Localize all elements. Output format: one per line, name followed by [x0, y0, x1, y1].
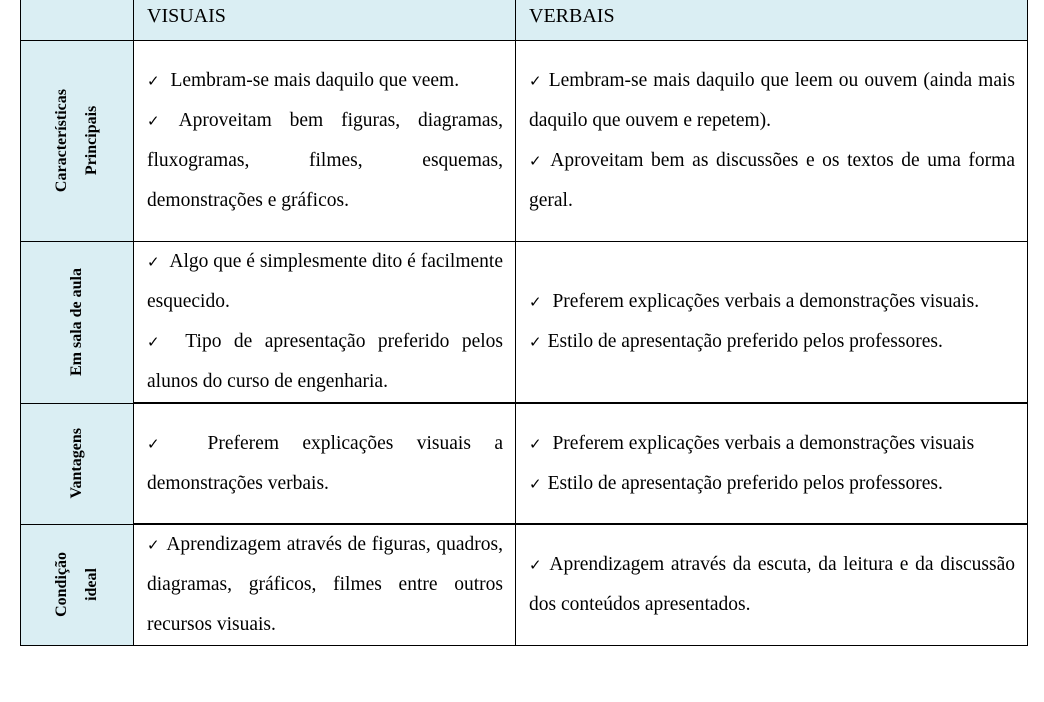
- visual-cell: [134, 403, 516, 524]
- comparison-table: [20, 0, 1028, 646]
- header-corner-cell: [21, 0, 134, 41]
- row-header-label: Condição ideal: [53, 552, 100, 618]
- checkmark-icon: ✓: [529, 474, 542, 493]
- row-header-condicao-ideal: [21, 524, 134, 646]
- list-item: ✓ Estilo de apresentação preferido pelos professores.: [529, 331, 943, 352]
- header-verbal-cell: [516, 0, 1028, 41]
- visual-cell: [134, 41, 516, 242]
- visual-cell: [134, 242, 516, 404]
- row-header-label: Em sala de aula: [68, 268, 85, 377]
- header-verbal-label: VERBAIS: [529, 5, 615, 27]
- row-header-caracteristicas: [21, 41, 134, 242]
- list-item: ✓ Aprendizagem através de figuras, quadros, diagramas, gráficos, filmes entre outros recursos visuais.: [147, 534, 503, 635]
- row-header-label: Características Principais: [53, 89, 100, 193]
- row-header-label: Vantagens: [68, 428, 85, 499]
- list-item: ✓ Lembram-se mais daquilo que leem ou ouvem (ainda mais daquilo que ouvem e repetem).: [529, 70, 1016, 131]
- checkmark-icon: ✓: [529, 556, 544, 574]
- list-item: ✓ Tipo de apresentação preferido pelos alunos do curso de engenharia.: [147, 331, 503, 392]
- table-row: [21, 403, 1028, 524]
- checkmark-icon: ✓: [147, 333, 168, 351]
- checkmark-icon: ✓: [147, 72, 160, 90]
- list-item: ✓ Preferem explicações verbais a demonstrações visuais: [529, 432, 975, 454]
- verbal-cell: [516, 41, 1028, 242]
- checkmark-icon: ✓: [147, 112, 173, 130]
- table-row: [21, 524, 1028, 646]
- header-visual-label: VISUAIS: [147, 5, 226, 27]
- checkmark-icon: ✓: [147, 434, 179, 453]
- checkmark-icon: ✓: [529, 72, 543, 90]
- checkmark-icon: ✓: [529, 152, 545, 170]
- verbal-cell: [516, 242, 1028, 404]
- visual-cell: [134, 524, 516, 646]
- list-item: ✓ Aproveitam bem as discussões e os textos de uma forma geral.: [529, 150, 1015, 211]
- list-item: ✓ Aprendizagem através da escuta, da leitura e da discussão dos conteúdos apresentados.: [529, 554, 1016, 615]
- row-header-vantagens: [21, 403, 134, 524]
- list-item: ✓ Preferem explicações verbais a demonstrações visuais.: [529, 291, 980, 312]
- table-row: [21, 41, 1028, 242]
- list-item: ✓ Algo que é simplesmente dito é facilmente esquecido.: [147, 251, 503, 312]
- checkmark-icon: ✓: [147, 253, 160, 271]
- header-visual-cell: [134, 0, 516, 41]
- header-row: [21, 0, 1028, 41]
- checkmark-icon: ✓: [529, 434, 542, 453]
- checkmark-icon: ✓: [529, 293, 542, 311]
- verbal-cell: [516, 403, 1028, 524]
- checkmark-icon: ✓: [529, 333, 542, 351]
- checkmark-icon: ✓: [147, 536, 161, 554]
- row-header-em-sala-de-aula: [21, 242, 134, 404]
- verbal-cell: [516, 524, 1028, 646]
- list-item: ✓ Estilo de apresentação preferido pelos professores.: [529, 472, 943, 494]
- list-item: ✓ Preferem explicações visuais a demonstrações verbais.: [147, 432, 503, 494]
- list-item: ✓ Aproveitam bem figuras, diagramas, fluxogramas, filmes, esquemas, demonstrações e gráficos.: [147, 110, 503, 211]
- list-item: ✓ Lembram-se mais daquilo que veem.: [147, 70, 460, 91]
- table-row: [21, 242, 1028, 404]
